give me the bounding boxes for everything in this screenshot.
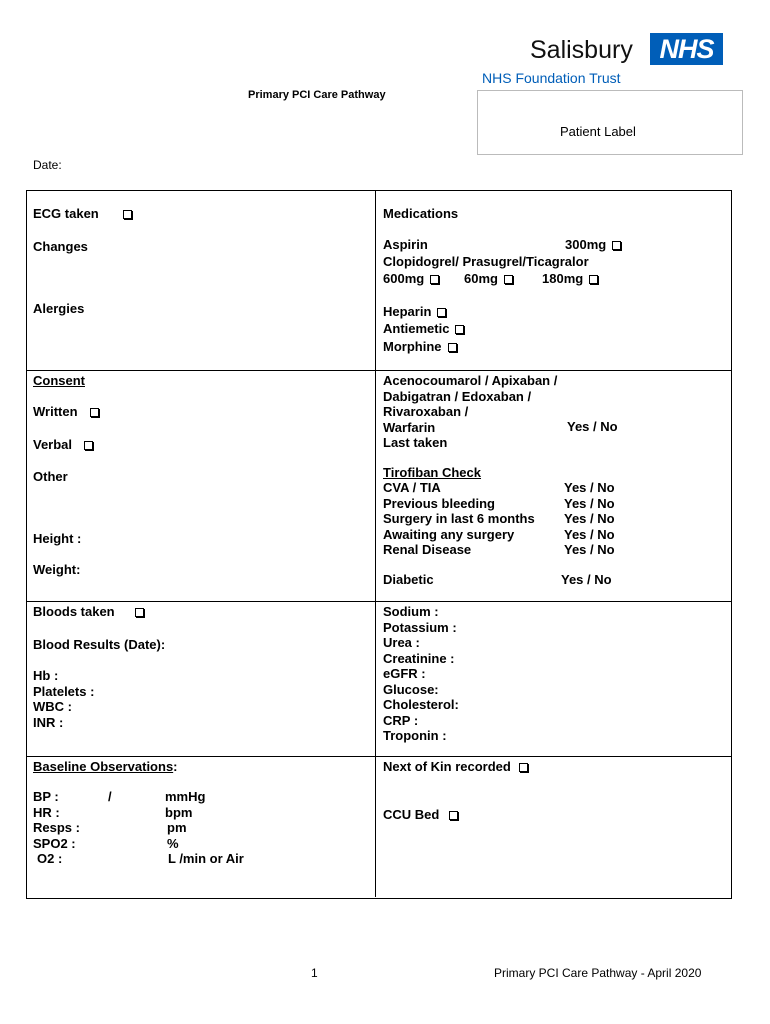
ecg-taken-checkbox[interactable]	[123, 210, 132, 219]
bloods-taken-label: Bloods taken	[33, 604, 115, 619]
form-grid	[26, 190, 732, 899]
last-taken-label: Last taken	[383, 435, 448, 450]
trust-subtitle: NHS Foundation Trust	[482, 70, 621, 86]
tirofiban-check-heading: Tirofiban Check	[383, 465, 482, 480]
warfarin-label: Warfarin	[383, 419, 436, 435]
potassium-label: Potassium :	[383, 619, 457, 635]
blood-results-label: Blood Results (Date):	[33, 637, 166, 652]
resps-unit: pm	[167, 820, 187, 835]
antiemetic-label: Antiemetic	[383, 321, 450, 336]
row-divider	[26, 756, 731, 757]
diabetic-yes-no: Yes / No	[561, 572, 612, 587]
glucose-label: Glucose:	[383, 681, 439, 697]
next-of-kin	[383, 759, 528, 774]
dose-180-checkbox[interactable]	[589, 275, 598, 284]
baseline-colon: :	[173, 759, 178, 774]
check-yes-no: Yes / No	[564, 495, 615, 511]
check-label: Previous bleeding	[383, 495, 495, 511]
bloods-taken-checkbox[interactable]	[135, 608, 144, 617]
observation-units	[165, 789, 244, 867]
baseline-label: Baseline Observations	[33, 759, 174, 774]
spo2-unit: %	[167, 835, 179, 851]
ccu-bed-checkbox[interactable]	[449, 811, 458, 820]
antiemetic-checkbox[interactable]	[455, 325, 464, 334]
heparin-label: Heparin	[383, 304, 432, 319]
footer-title: Primary PCI Care Pathway - April 2020	[494, 966, 702, 980]
changes-label: Changes	[33, 239, 88, 254]
bp-slash: /	[108, 789, 112, 804]
antiemetic	[383, 321, 464, 336]
check-yes-no: Yes / No	[564, 526, 615, 542]
weight-label: Weight:	[33, 562, 81, 577]
o2-label: O2 :	[37, 851, 63, 866]
urea-label: Urea :	[383, 635, 420, 650]
platelets-label: Platelets :	[33, 683, 95, 699]
heparin-checkbox[interactable]	[437, 308, 446, 317]
nhs-logo: NHS	[650, 33, 723, 65]
baseline-observations-heading	[33, 759, 178, 774]
bp-unit: mmHg	[165, 789, 206, 804]
verbal-label: Verbal	[33, 437, 73, 452]
written-checkbox[interactable]	[90, 408, 99, 417]
verbal-consent	[33, 437, 93, 452]
heparin	[383, 304, 446, 319]
sodium-label: Sodium :	[383, 604, 439, 619]
inr-label: INR :	[33, 714, 64, 730]
alergies-label: Alergies	[33, 301, 85, 316]
spo2-label: SPO2 :	[33, 835, 76, 851]
ecg-taken-label: ECG taken	[33, 206, 99, 221]
aspirin-checkbox[interactable]	[612, 241, 621, 250]
diabetic-label: Diabetic	[383, 572, 434, 587]
egfr-label: eGFR :	[383, 666, 426, 681]
dose-60-checkbox[interactable]	[504, 275, 513, 284]
tirofiban-check-answers	[564, 480, 615, 558]
wbc-label: WBC :	[33, 699, 72, 714]
check-label: Awaiting any surgery	[383, 526, 515, 542]
hb-label: Hb :	[33, 668, 59, 683]
aspirin-dose	[565, 237, 621, 252]
check-label: CVA / TIA	[383, 480, 441, 495]
anticoag-line-3: Rivaroxaban /	[383, 404, 469, 419]
dose-180-label: 180mg	[542, 271, 584, 286]
dose-180	[542, 271, 598, 286]
anticoagulants	[383, 373, 557, 451]
page-number: 1	[311, 966, 318, 980]
trust-name: Salisbury	[530, 36, 633, 64]
bloods-taken	[33, 604, 144, 619]
check-label: Surgery in last 6 months	[383, 511, 535, 526]
check-yes-no: Yes / No	[564, 511, 615, 526]
morphine-checkbox[interactable]	[448, 343, 457, 352]
verbal-checkbox[interactable]	[84, 441, 93, 450]
height-label: Height :	[33, 531, 82, 546]
biochemistry-list	[383, 604, 459, 744]
creatinine-label: Creatinine :	[383, 650, 455, 666]
anticoag-line-2: Dabigatran / Edoxaban /	[383, 388, 532, 404]
dose-600-checkbox[interactable]	[430, 275, 439, 284]
consent-heading: Consent	[33, 373, 85, 388]
written-label: Written	[33, 404, 78, 419]
check-yes-no: Yes / No	[564, 480, 615, 495]
aspirin-label: Aspirin	[383, 237, 428, 252]
date-label: Date:	[33, 158, 62, 172]
patient-label-box	[477, 90, 743, 155]
blood-results-list	[33, 668, 94, 730]
patient-label: Patient Label	[560, 124, 636, 139]
document-title: Primary PCI Care Pathway	[248, 89, 386, 101]
column-divider	[375, 190, 376, 897]
check-label: Renal Disease	[383, 542, 472, 557]
row-divider	[26, 370, 731, 371]
resps-label: Resps :	[33, 820, 80, 835]
ccu-bed	[383, 807, 458, 822]
bp-label: BP :	[33, 789, 59, 804]
warfarin-yes-no: Yes / No	[567, 419, 618, 434]
next-of-kin-checkbox[interactable]	[519, 763, 528, 772]
dose-600	[383, 271, 439, 286]
ecg-taken	[33, 206, 132, 221]
dose-60	[464, 271, 513, 286]
medications-heading: Medications	[383, 206, 459, 221]
o2-unit: L /min or Air	[168, 851, 244, 866]
next-of-kin-label: Next of Kin recorded	[383, 759, 511, 774]
clopidogrel-label: Clopidogrel/ Prasugrel/Ticagralor	[383, 254, 589, 269]
hr-unit: bpm	[165, 804, 193, 820]
observation-labels	[33, 789, 80, 867]
ccu-bed-label: CCU Bed	[383, 807, 440, 822]
dose-600-label: 600mg	[383, 271, 425, 286]
other-label: Other	[33, 469, 68, 484]
cholesterol-label: Cholesterol:	[383, 697, 459, 712]
dose-60-label: 60mg	[464, 271, 498, 286]
crp-label: CRP :	[383, 712, 419, 728]
troponin-label: Troponin :	[383, 728, 447, 743]
row-divider	[26, 601, 731, 602]
morphine-label: Morphine	[383, 339, 442, 354]
hr-label: HR :	[33, 804, 60, 820]
check-yes-no: Yes / No	[564, 542, 615, 557]
aspirin-dose-value: 300mg	[565, 237, 607, 252]
written-consent	[33, 404, 99, 419]
anticoag-line-1: Acenocoumarol / Apixaban /	[383, 373, 558, 388]
tirofiban-check-labels	[383, 480, 535, 558]
morphine	[383, 339, 457, 354]
